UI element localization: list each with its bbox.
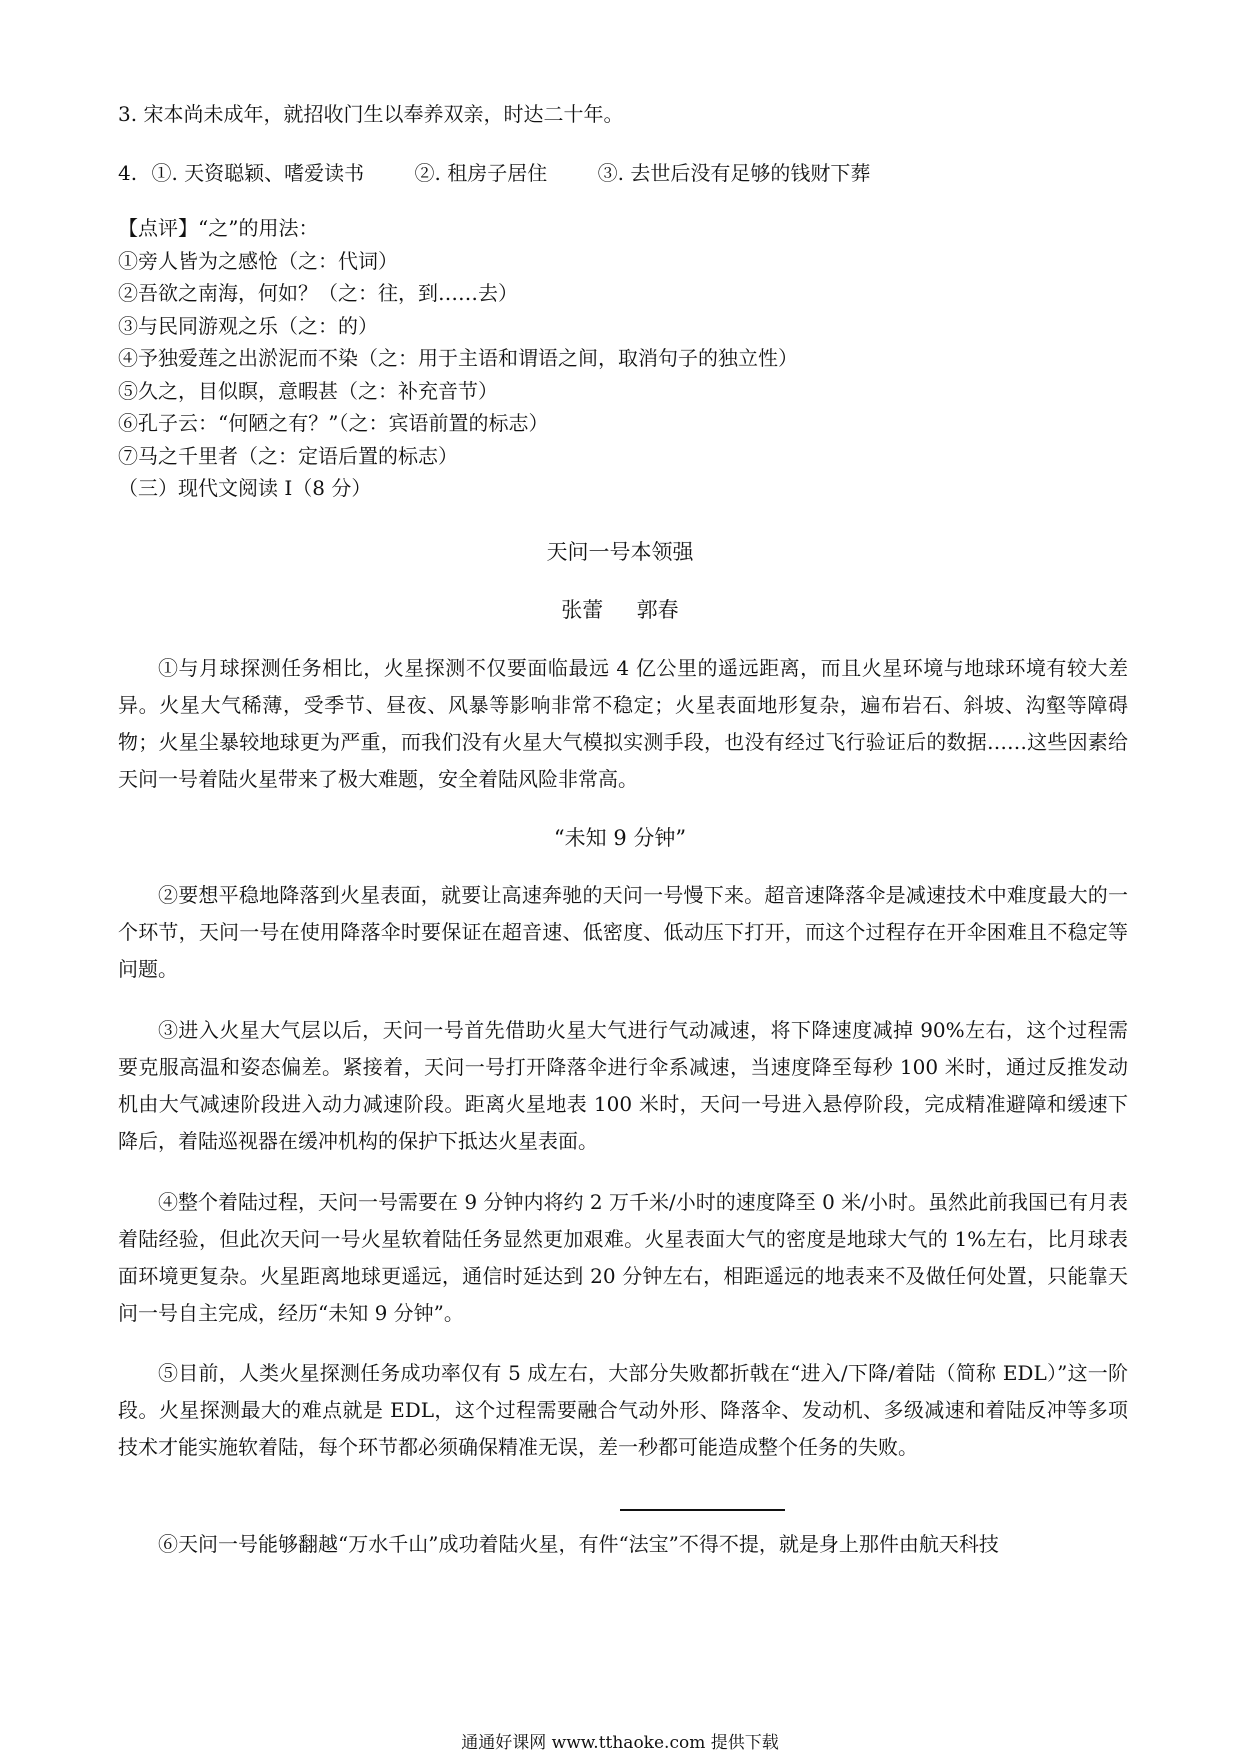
article-subheading: “未知 9 分钟” — [553, 826, 687, 850]
article-paragraph: ⑥天问一号能够翻越“万水千山”成功着陆火星，有件“法宝”不得不提，就是身上那件由航天科技 — [158, 1532, 999, 1556]
page-footer: 通通好课网 www.tthaoke.com 提供下载 — [461, 1733, 779, 1753]
answer-4-part-1: ①. 天资聪颖、嗜爱读书 — [151, 161, 365, 185]
answer-4-part-2: ②. 租房子居住 — [414, 161, 548, 185]
answer-3: 3. 宋本尚未成年，就招收门生以奉养双亲，时达二十年。 — [118, 102, 624, 126]
article-paragraph: ⑤目前，人类火星探测任务成功率仅有 5 成左右，大部分失败都折戟在“进入/下降/着陆（简称 EDL）”这一阶段。火星探测最大的难点就是 EDL，这个过程需要融合气动外形、降落伞、发动机、多级减速和着陆反冲等多项技术才能实施软着陆，每个环节都必须确保精准无误，差一秒都可能造成整个任务的失败。 — [118, 1361, 1128, 1459]
article-paragraph: ④整个着陆过程，天问一号需要在 9 分钟内将约 2 万千米/小时的速度降至 0 米/小时。虽然此前我国已有月表着陆经验，但此次天问一号火星软着陆任务显然更加艰难。火星表面大气的密度是地球大气的 1%左右，比月球表面环境更复杂。火星距离地球更遥远，通信时延达到 20 分钟左右，相距遥远的地表来不及做任何处置，只能靠天问一号自主完成，经历“未知 9 分钟”。 — [118, 1190, 1128, 1325]
comment-item: ③与民同游观之乐（之：的） — [118, 313, 378, 338]
comment-item: ⑥孔子云：“何陋之有？”（之：宾语前置的标志） — [118, 411, 549, 435]
comment-block — [118, 212, 1128, 505]
comment-item: ①旁人皆为之感怆（之：代词） — [118, 248, 398, 273]
article-paragraph: ③进入火星大气层以后，天问一号首先借助火星大气进行气动减速，将下降速度减掉 90%左右，这个过程需要克服高温和姿态偏差。紧接着，天问一号打开降落伞进行伞系减速，当速度降至每秒 100 米时，通过反推发动机由大气减速阶段进入动力减速阶段。距离火星地表 100 米时，天问一号进入悬停阶段，完成精准避障和缓速下降后，着陆巡视器在缓冲机构的保护下抵达火星表面。 — [118, 1018, 1128, 1153]
comment-item: ④予独爱莲之出淤泥而不染（之：用于主语和谓语之间，取消句子的独立性） — [118, 346, 798, 370]
comment-item: ⑤久之，目似瞑，意暇甚（之：补充音节） — [118, 378, 498, 403]
article-authors: 张蕾 郭春 — [561, 598, 679, 622]
article-paragraph: ①与月球探测任务相比，火星探测不仅要面临最远 4 亿公里的遥远距离，而且火星环境与地球环境有较大差异。火星大气稀薄，受季节、昼夜、风暴等影响非常不稳定；火星表面地形复杂，遍布岩石、斜坡、沟壑等障碍物；火星尘暴较地球更为严重，而我们没有火星大气模拟实测手段，也没有经过飞行验证后的数据……这些因素给天问一号着陆火星带来了极大难题，安全着陆风险非常高。 — [118, 656, 1128, 791]
answer-4-number: 4. — [118, 161, 138, 185]
fill-in-blank-line — [620, 1509, 785, 1511]
answer-4 — [118, 159, 1128, 187]
comment-heading: 【点评】“之”的用法： — [118, 216, 319, 240]
answer-4-part-3: ③. 去世后没有足够的钱财下葬 — [597, 161, 871, 185]
article-title: 天问一号本领强 — [546, 540, 694, 564]
comment-item: ⑦马之千里者（之：定语后置的标志） — [118, 443, 458, 468]
section-heading: （三）现代文阅读 I（8 分） — [118, 476, 372, 500]
article-paragraph: ②要想平稳地降落到火星表面，就要让高速奔驰的天问一号慢下来。超音速降落伞是减速技术中难度最大的一个环节，天问一号在使用降落伞时要保证在超音速、低密度、低动压下打开，而这个过程存在开伞困难且不稳定等问题。 — [118, 883, 1128, 981]
comment-item: ②吾欲之南海，何如？（之：往，到……去） — [118, 281, 518, 305]
